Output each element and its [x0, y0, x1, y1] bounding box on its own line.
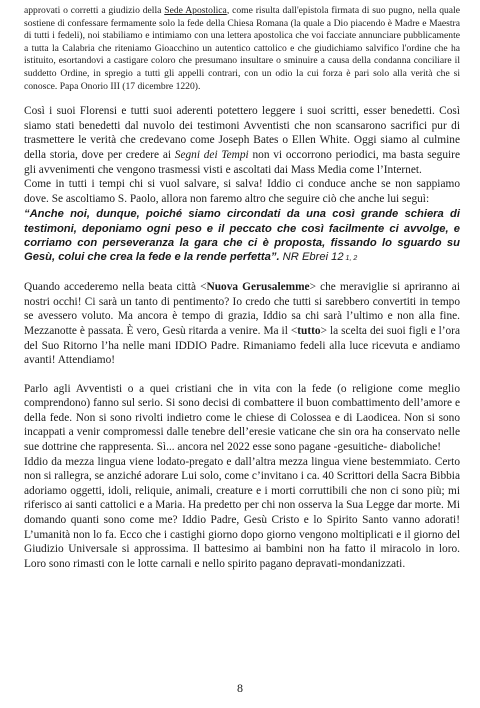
sede-apostolica-text: Sede Apostolica [164, 5, 227, 16]
gerusalemme-text-end: > la scelta dei suoi figli e l’ora del Suo Ritorno l’ha nelle mani IDDIO Padre. Rimaniamo fedeli alla luce ricevuta e andiamo avanti! Attendiamo! [24, 324, 460, 367]
quote-verses: 1, 2 [343, 254, 358, 262]
intro-text-start: approvati o corretti a giudizio della [24, 5, 165, 16]
bible-quote [24, 207, 460, 266]
avventisti-text: Parlo agli Avventisti o a quei cristiani che in vita con la fede (o religione come meglio comprendono) fanno sul serio. Si sono decisi di combattere il buon combattimento dell’amore e della fede. Non si sono rivolti indietro come le chiese di Colossea e di Laodicea. Non si sono incappati a venir compromessi dalle tenebre dell’eresie vaticane che sin ora ha conservato nelle sue dottrine che rappresenta. Sì... ancora nel 2022 esse sono pagane -gesuitiche- diaboliche! [24, 382, 460, 454]
intro-text-rest: , come risulta dall'epistola firmata di suo pugno, nella quale sostiene di confessare fermamente solo la fede della Chiesa Romana (la quale a Dio piacendo è Madre e Maestra di tutti i fedeli), noi stabiliamo e intimiamo con una lettera apostolica che voi facciate annunciare pubblicamente a tutta la Calabria che riteniamo Gioacchino un autentico cattolico e che giudichiamo salvifico l'ordine che ha istituito, esortandovi a castigare coloro che presumano insultare o sminuire a causa della condanna conciliare il suddetto Ordine, in spregio a tutti gli appelli contrari, con un odio la cui forza è pari solo alla verità che si conosce. Papa Onorio III (17 dicembre 1220). [24, 5, 460, 92]
segni-dei-tempi-text: Segni dei Tempi [174, 148, 249, 161]
quote-reference: NR Ebrei 12 [279, 250, 344, 263]
gerusalemme-text-middle: > che meraviglie si apriranno ai nostri occhi! Ci sarà un tanto di pentimento? Io credo che tutti si sarebbero convertiti in tempo se avessero voluto. Ma ancora è tempo di grazia, Iddio sa chi sarà l’ultimo e non alla fine. Mezzanotte è passata. È vero, Gesù ritarda a venire. Ma il < [24, 281, 460, 337]
gerusalemme-text-start: Quando accederemo nella beata città < [24, 281, 207, 294]
iddio-text: Iddio da mezza lingua viene lodato-pregato e dall’altra mezza lingua viene bestemmiato. Certo non si rallegra, se anziché adorare Lui solo, come c’invitano i ca. 40 Scrittori della Sacra Bibbia adoriamo oggetti, idoli, reliquie, animali, creature e i morti corruttibili che non ci sono più; mi riferisco ai santi cattolici e a Maria. Ha predetto per chi non osserva la Sua Legge dar morte. Mi domando quanti sono come me? Iddio Padre, Gesù Cristo e lo Spirito Santo vanno adorati! L’umanità non lo fa. Ecco che i castighi giorno dopo giorno vengono moltiplicati e il giorno del Giudizio Universale si approssima. Il battesimo ai bambini non ha fatto il miracolo in loro. Loro sono rimasti con le lotte carnali e nello spirito pagano depravati-mondanizzati. [24, 455, 460, 570]
nuova-gerusalemme-text: Nuova Gerusalemme [206, 281, 310, 294]
florensi-text-end: non vi occorrono periodici, ma basta seguire gli avvenimenti che vengono trasmessi visti e ascoltati dai Mass Media come l’Internet. [24, 148, 460, 176]
florensi-text-start: Così i suoi Florensi e tutti suoi aderenti potettero leggere i suoi scritti, esser benedetti. Così siamo stati benedetti dal nuvolo dei testimoni Avventisti che non scansarono sacrifici pur di trasmettere le verità che credevano come Joseph Bates o Ellen White. Oggi siamo al culmine della storia, dove per credere ai [24, 105, 460, 161]
tutto-text: tutto [297, 324, 321, 337]
avventisti-paragraph [24, 382, 460, 572]
intro-paragraph [24, 5, 460, 93]
page-number: 8 [237, 681, 243, 695]
come-in-tutti-text: Come in tutti i tempi chi si vuol salvare, si salva! Iddio ci conduce anche se non sappiamo dove. Se ascoltiamo S. Paolo, allora non faremo altro che seguire ciò che anche lui seguì: [24, 178, 460, 205]
gerusalemme-paragraph [24, 280, 460, 368]
quote-text: “Anche noi, dunque, poiché siamo circondati da una così grande schiera di testimoni, deponiamo ogni peso e il peccato che così facilmente ci avvolge, e corriamo con perseveranza la gara che ci è proposta, fissando lo sguardo su Gesù, colui che crea la fede e la rende perfetta”. [24, 208, 460, 263]
florensi-paragraph [24, 104, 460, 206]
